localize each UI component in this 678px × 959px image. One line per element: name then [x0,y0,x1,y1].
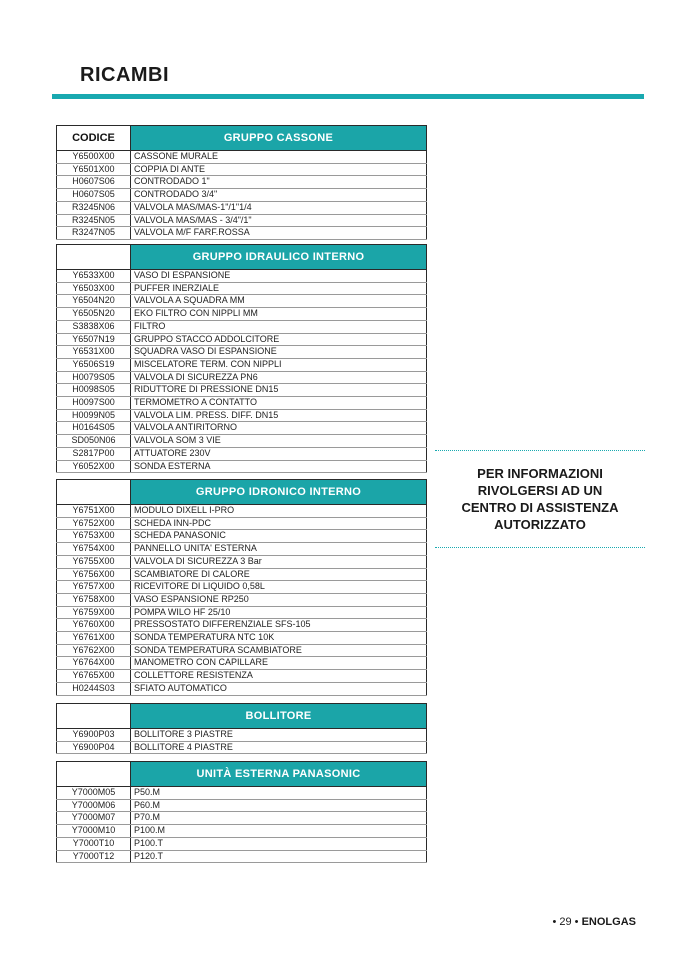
part-code: Y6757X00 [57,581,131,594]
table-row [57,163,427,176]
part-description: SONDA ESTERNA [131,460,427,473]
part-description: CASSONE MURALE [131,151,427,164]
part-code: Y6504N20 [57,295,131,308]
group-title: GRUPPO IDRAULICO INTERNO [131,245,427,270]
part-code: H0079S05 [57,371,131,384]
table-row [57,799,427,812]
part-code: H0244S03 [57,682,131,695]
part-description: BOLLITORE 4 PIASTRE [131,741,427,754]
part-description: SQUADRA VASO DI ESPANSIONE [131,346,427,359]
table-row [57,741,427,754]
part-description: P70.M [131,812,427,825]
part-description: SONDA TEMPERATURA SCAMBIATORE [131,644,427,657]
part-code: H0607S06 [57,176,131,189]
part-code: Y6531X00 [57,346,131,359]
part-description: VALVOLA M/F FARF.ROSSA [131,227,427,240]
part-description: COLLETTORE RESISTENZA [131,670,427,683]
table-row [57,644,427,657]
table-row [57,447,427,460]
table-row [57,358,427,371]
part-code: R3245N06 [57,201,131,214]
part-description: FILTRO [131,320,427,333]
part-code: Y6756X00 [57,568,131,581]
table-row [57,435,427,448]
part-code: Y7000M05 [57,787,131,800]
part-code: Y6755X00 [57,555,131,568]
part-code: Y6764X00 [57,657,131,670]
table-row [57,409,427,422]
code-column-header [57,704,131,729]
table-row [57,227,427,240]
part-code: Y6760X00 [57,619,131,632]
title-divider [52,94,644,99]
part-description: SFIATO AUTOMATICO [131,682,427,695]
part-description: VALVOLA SOM 3 VIE [131,435,427,448]
part-description: CONTRODADO 1" [131,176,427,189]
table-row [57,151,427,164]
part-code: H0098S05 [57,384,131,397]
footer-bullet: • [552,916,557,928]
table-gruppo-cassone [56,125,427,240]
part-code: Y7000M07 [57,812,131,825]
part-code: Y6753X00 [57,530,131,543]
footer-bullet: • [574,916,579,928]
group-title: BOLLITORE [131,704,427,729]
part-description: SONDA TEMPERATURA NTC 10K [131,632,427,645]
code-column-header [57,245,131,270]
part-description: COPPIA DI ANTE [131,163,427,176]
table-unita-esterna-panasonic [56,761,427,863]
part-code: Y6758X00 [57,593,131,606]
page-number: 29 [559,916,572,928]
part-description: PANNELLO UNITA' ESTERNA [131,543,427,556]
part-description: VALVOLA DI SICUREZZA PN6 [131,371,427,384]
code-column-header [57,480,131,505]
table-row [57,384,427,397]
table-row [57,593,427,606]
part-code: Y6052X00 [57,460,131,473]
info-box [435,450,645,548]
part-code: Y6762X00 [57,644,131,657]
part-code: Y6765X00 [57,670,131,683]
table-row [57,460,427,473]
part-description: PRESSOSTATO DIFFERENZIALE SFS-105 [131,619,427,632]
part-code: Y6751X00 [57,505,131,518]
part-description: P50.M [131,787,427,800]
table-row [57,850,427,863]
part-code: Y7000M06 [57,799,131,812]
page-footer [552,916,636,928]
part-description: SCHEDA PANASONIC [131,530,427,543]
part-code: SD050N06 [57,435,131,448]
part-description: MANOMETRO CON CAPILLARE [131,657,427,670]
part-description: RIDUTTORE DI PRESSIONE DN15 [131,384,427,397]
table-row [57,295,427,308]
table-gruppo-idraulico-interno [56,244,427,473]
part-code: S2817P00 [57,447,131,460]
table-row [57,837,427,850]
part-code: Y6761X00 [57,632,131,645]
table-row [57,670,427,683]
part-description: RICEVITORE DI LIQUIDO 0,58L [131,581,427,594]
part-description: VALVOLA DI SICUREZZA 3 Bar [131,555,427,568]
part-description: VASO ESPANSIONE RP250 [131,593,427,606]
part-code: Y6759X00 [57,606,131,619]
part-code: Y6507N19 [57,333,131,346]
table-row [57,619,427,632]
table-row [57,825,427,838]
group-title: GRUPPO CASSONE [131,126,427,151]
part-code: Y6533X00 [57,270,131,283]
table-row [57,505,427,518]
part-description: VALVOLA LIM. PRESS. DIFF. DN15 [131,409,427,422]
table-row [57,555,427,568]
table-row [57,422,427,435]
table-row [57,320,427,333]
table-row [57,189,427,202]
info-text: PER INFORMAZIONI RIVOLGERSI AD UN CENTRO DI ASSISTENZA AUTORIZZATO [461,466,619,532]
part-code: S3838X06 [57,320,131,333]
part-description: SCAMBIATORE DI CALORE [131,568,427,581]
table-row [57,657,427,670]
table-row [57,308,427,321]
part-description: MISCELATORE TERM. CON NIPPLI [131,358,427,371]
part-code: Y6754X00 [57,543,131,556]
brand-name: ENOLGAS [581,916,636,928]
table-row [57,517,427,530]
table-row [57,282,427,295]
part-code: Y6506S19 [57,358,131,371]
part-code: H0099N05 [57,409,131,422]
part-description: POMPA WILO HF 25/10 [131,606,427,619]
part-code: Y6501X00 [57,163,131,176]
part-code: Y6503X00 [57,282,131,295]
page-title: RICAMBI [80,64,170,86]
group-title: UNITÀ ESTERNA PANASONIC [131,762,427,787]
part-description: VALVOLA ANTIRITORNO [131,422,427,435]
part-description: TERMOMETRO A CONTATTO [131,397,427,410]
table-row [57,333,427,346]
part-description: ATTUATORE 230V [131,447,427,460]
part-description: VASO DI ESPANSIONE [131,270,427,283]
code-column-header [57,762,131,787]
table-row [57,176,427,189]
table-row [57,346,427,359]
part-code: R3245N05 [57,214,131,227]
part-description: VALVOLA MAS/MAS - 3/4"/1" [131,214,427,227]
part-description: VALVOLA MAS/MAS-1"/1"1/4 [131,201,427,214]
part-description: CONTRODADO 3/4" [131,189,427,202]
part-description: EKO FILTRO CON NIPPLI MM [131,308,427,321]
table-row [57,581,427,594]
table-bollitore [56,703,427,754]
part-code: R3247N05 [57,227,131,240]
table-row [57,201,427,214]
table-row [57,632,427,645]
part-description: P100.M [131,825,427,838]
table-row [57,397,427,410]
part-description: MODULO DIXELL I-PRO [131,505,427,518]
part-description: SCHEDA INN-PDC [131,517,427,530]
part-description: PUFFER INERZIALE [131,282,427,295]
part-code: H0607S05 [57,189,131,202]
table-row [57,371,427,384]
table-row [57,729,427,742]
part-description: P120.T [131,850,427,863]
part-code: H0097S00 [57,397,131,410]
part-description: GRUPPO STACCO ADDOLCITORE [131,333,427,346]
table-row [57,606,427,619]
table-row [57,530,427,543]
table-row [57,270,427,283]
part-code: Y6500X00 [57,151,131,164]
part-code: H0164S05 [57,422,131,435]
part-code: Y7000T12 [57,850,131,863]
table-row [57,543,427,556]
part-description: P60.M [131,799,427,812]
table-row [57,214,427,227]
table-gruppo-idronico-interno [56,479,427,696]
table-row [57,568,427,581]
part-code: Y7000M10 [57,825,131,838]
table-row [57,787,427,800]
code-column-header: CODICE [57,126,131,151]
part-description: BOLLITORE 3 PIASTRE [131,729,427,742]
part-code: Y7000T10 [57,837,131,850]
part-description: P100.T [131,837,427,850]
part-description: VALVOLA A SQUADRA MM [131,295,427,308]
group-title: GRUPPO IDRONICO INTERNO [131,480,427,505]
part-code: Y6900P03 [57,729,131,742]
table-row [57,812,427,825]
part-code: Y6752X00 [57,517,131,530]
part-code: Y6900P04 [57,741,131,754]
part-code: Y6505N20 [57,308,131,321]
table-row [57,682,427,695]
